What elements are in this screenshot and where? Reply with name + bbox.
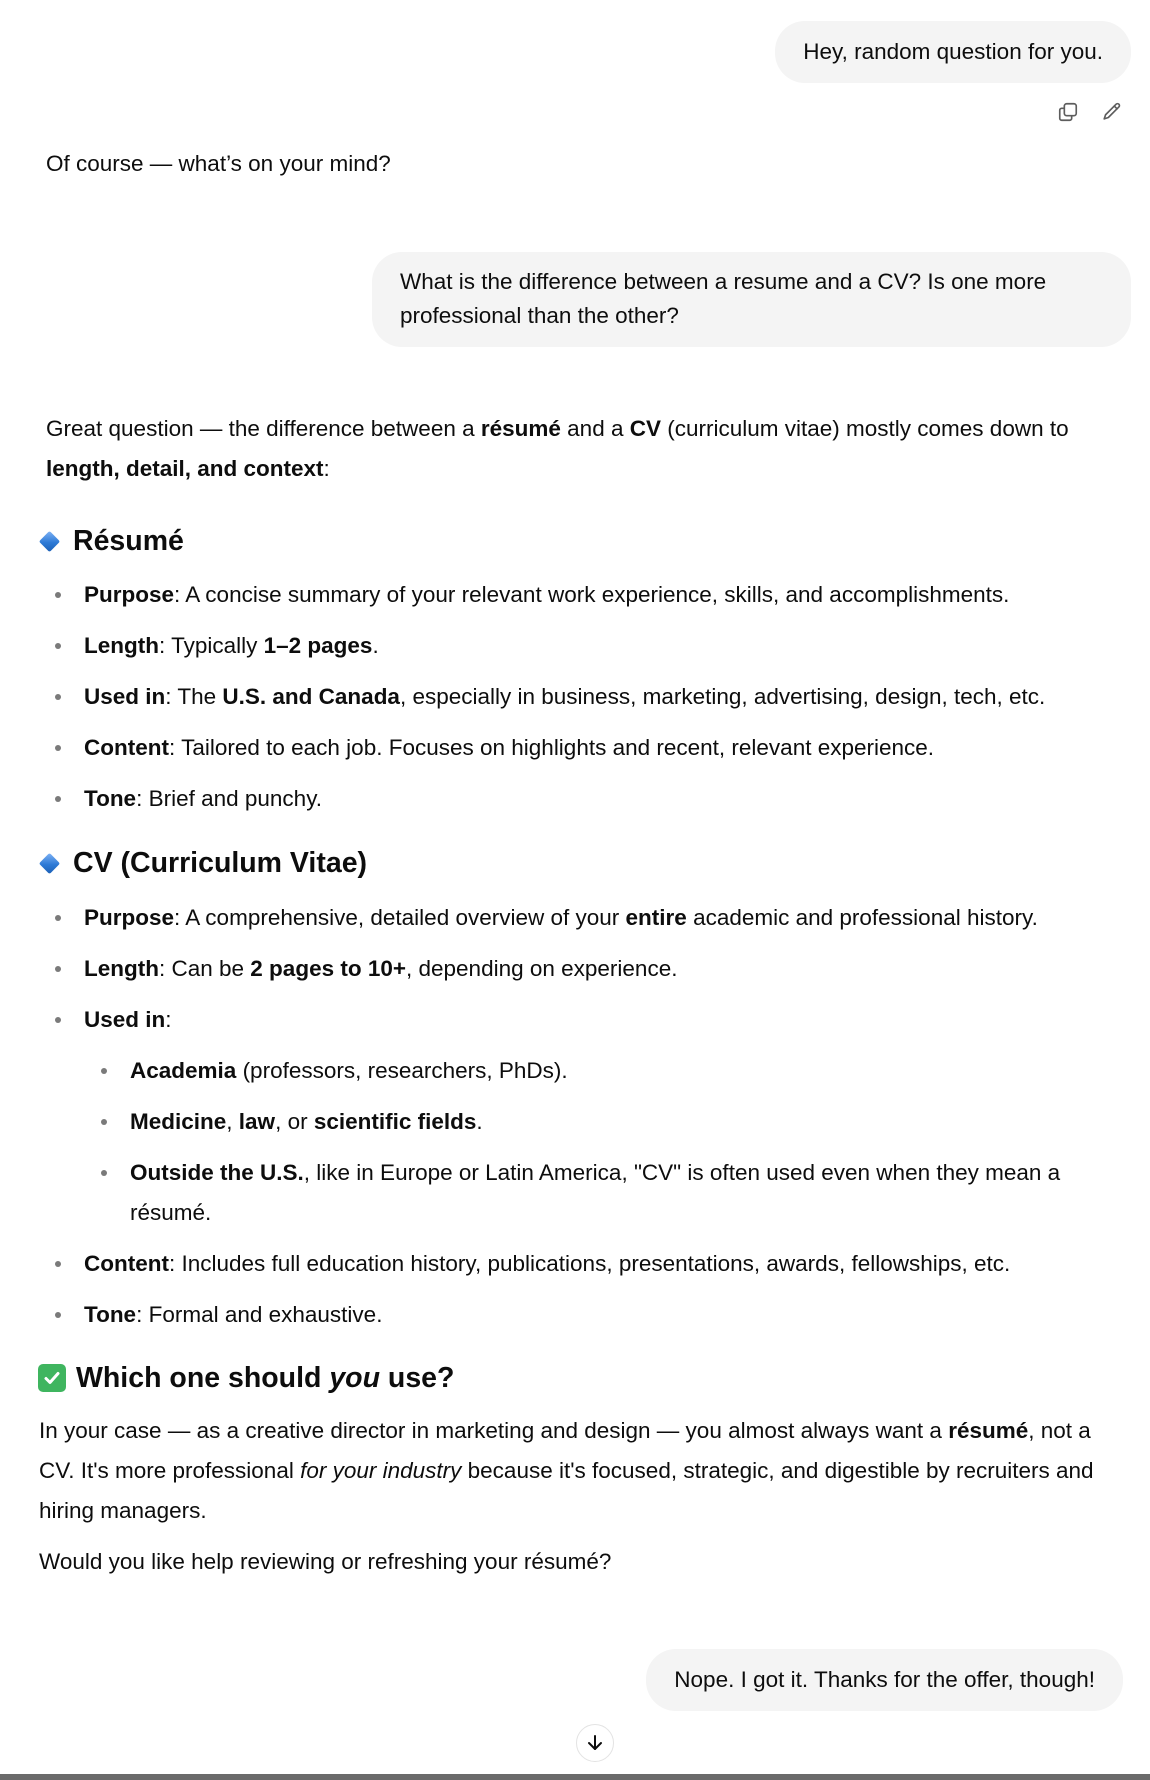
assistant-message-conclusion bbox=[39, 1411, 1114, 1582]
list-item bbox=[46, 575, 1045, 626]
text: and a bbox=[560, 416, 630, 441]
text: use? bbox=[380, 1362, 455, 1394]
item-text: , depending on experience. bbox=[406, 956, 678, 981]
conclusion-paragraph bbox=[39, 1411, 1114, 1531]
item-text: : Typically bbox=[158, 633, 264, 658]
item-text: : Can be bbox=[158, 956, 251, 981]
text: In your case — as a creative director in marketing and design — you almost always want a bbox=[39, 1418, 949, 1443]
resume-heading bbox=[38, 521, 184, 561]
bold-text: law bbox=[238, 1109, 276, 1134]
item-text: : Includes full education history, publications, presentations, awards, fellowships, etc. bbox=[168, 1251, 1011, 1276]
heading-text: CV (Curriculum Vitae) bbox=[73, 847, 368, 879]
item-text: : bbox=[165, 1007, 172, 1032]
item-text: : Brief and punchy. bbox=[136, 786, 323, 811]
sub-list-item bbox=[46, 1051, 1090, 1102]
item-text: résumé. bbox=[130, 1200, 212, 1225]
item-label: Used in bbox=[84, 684, 166, 709]
bold-text: length, detail, and context bbox=[46, 456, 324, 481]
edit-button[interactable] bbox=[1096, 96, 1128, 128]
bold-text: scientific fields bbox=[313, 1109, 477, 1134]
item-label: Used in bbox=[84, 1007, 166, 1032]
item-text: , like in Europe or Latin America, "CV" is often used even when they mean a bbox=[303, 1160, 1061, 1185]
text: , not a CV. It's more professional bbox=[39, 1418, 1091, 1483]
item-label: Tone bbox=[84, 1302, 137, 1327]
item-text: (professors, researchers, PhDs). bbox=[236, 1058, 568, 1083]
user-message-bubble: Nope. I got it. Thanks for the offer, though! bbox=[646, 1649, 1123, 1711]
item-label: Tone bbox=[84, 786, 137, 811]
bold-text: Academia bbox=[130, 1058, 237, 1083]
item-text: . bbox=[372, 633, 379, 658]
blue-diamond-icon bbox=[39, 530, 60, 551]
sub-list-item bbox=[46, 1102, 1090, 1153]
blue-diamond-icon bbox=[39, 852, 60, 873]
text: : bbox=[323, 456, 330, 481]
bold-text: 2 pages to 10+ bbox=[250, 956, 406, 981]
item-text: , bbox=[226, 1109, 239, 1134]
arrow-down-icon bbox=[585, 1733, 605, 1753]
item-text: : The bbox=[165, 684, 223, 709]
item-label: Purpose bbox=[84, 905, 175, 930]
scroll-to-bottom-button[interactable] bbox=[576, 1724, 614, 1762]
bottom-edge bbox=[0, 1774, 1150, 1780]
item-text: : A comprehensive, detailed overview of your bbox=[174, 905, 626, 930]
list-item bbox=[46, 677, 1045, 728]
list-item bbox=[46, 898, 1090, 949]
user-message-bubble: Hey, random question for you. bbox=[775, 21, 1131, 83]
sub-list-item bbox=[46, 1153, 1090, 1244]
intro-paragraph bbox=[46, 409, 1106, 489]
assistant-message: Of course — what’s on your mind? bbox=[46, 151, 391, 176]
item-label: Content bbox=[84, 735, 169, 760]
user-message-bubble: What is the difference between a resume and a CV? Is one more professional than the other? bbox=[372, 252, 1131, 347]
item-label: Content bbox=[84, 1251, 169, 1276]
list-item bbox=[46, 1295, 1090, 1346]
item-text: . bbox=[476, 1109, 483, 1134]
item-text: academic and professional history. bbox=[686, 905, 1038, 930]
item-label: Length bbox=[84, 956, 159, 981]
list-item bbox=[46, 728, 1045, 779]
item-label: Purpose bbox=[84, 582, 175, 607]
list-item bbox=[46, 949, 1090, 1000]
text: (curriculum vitae) mostly comes down to bbox=[661, 416, 1069, 441]
bold-text: 1–2 pages bbox=[263, 633, 373, 658]
text: Great question — the difference between a bbox=[46, 416, 481, 441]
item-text: : A concise summary of your relevant work experience, skills, and accomplishments. bbox=[174, 582, 1010, 607]
bold-text: Outside the U.S. bbox=[130, 1160, 304, 1185]
item-text: , especially in business, marketing, advertising, design, tech, etc. bbox=[399, 684, 1046, 709]
italic-text: you bbox=[329, 1362, 380, 1394]
list-item bbox=[46, 779, 1045, 830]
bold-text: CV bbox=[629, 416, 661, 441]
cv-list bbox=[46, 898, 1090, 1346]
item-text: : Formal and exhaustive. bbox=[136, 1302, 383, 1327]
pencil-icon bbox=[1101, 101, 1123, 123]
bold-text: résumé bbox=[480, 416, 561, 441]
assistant-message-intro bbox=[46, 409, 1106, 489]
bold-text: Medicine bbox=[130, 1109, 227, 1134]
bold-text: résumé bbox=[948, 1418, 1029, 1443]
follow-up-question: Would you like help reviewing or refreshing your résumé? bbox=[39, 1549, 612, 1574]
heading-text bbox=[76, 1358, 454, 1398]
bold-text: U.S. and Canada bbox=[222, 684, 400, 709]
which-heading bbox=[38, 1358, 454, 1398]
text: Which one should bbox=[76, 1362, 330, 1394]
text: because it's focused, strategic, and digestible by recruiters and hiring managers. bbox=[39, 1458, 1094, 1523]
list-item bbox=[46, 1244, 1090, 1295]
item-text: , or bbox=[275, 1109, 314, 1134]
list-item bbox=[46, 1000, 1090, 1051]
bold-text: entire bbox=[625, 905, 687, 930]
item-label: Length bbox=[84, 633, 159, 658]
copy-icon bbox=[1057, 101, 1079, 123]
heading-text: Résumé bbox=[73, 525, 184, 557]
check-mark-icon bbox=[38, 1364, 66, 1392]
cv-heading bbox=[38, 843, 367, 883]
message-actions bbox=[1052, 96, 1128, 128]
resume-list bbox=[46, 575, 1045, 830]
item-text: : Tailored to each job. Focuses on highlights and recent, relevant experience. bbox=[168, 735, 935, 760]
italic-text: for your industry bbox=[300, 1458, 462, 1483]
list-item bbox=[46, 626, 1045, 677]
copy-button[interactable] bbox=[1052, 96, 1084, 128]
